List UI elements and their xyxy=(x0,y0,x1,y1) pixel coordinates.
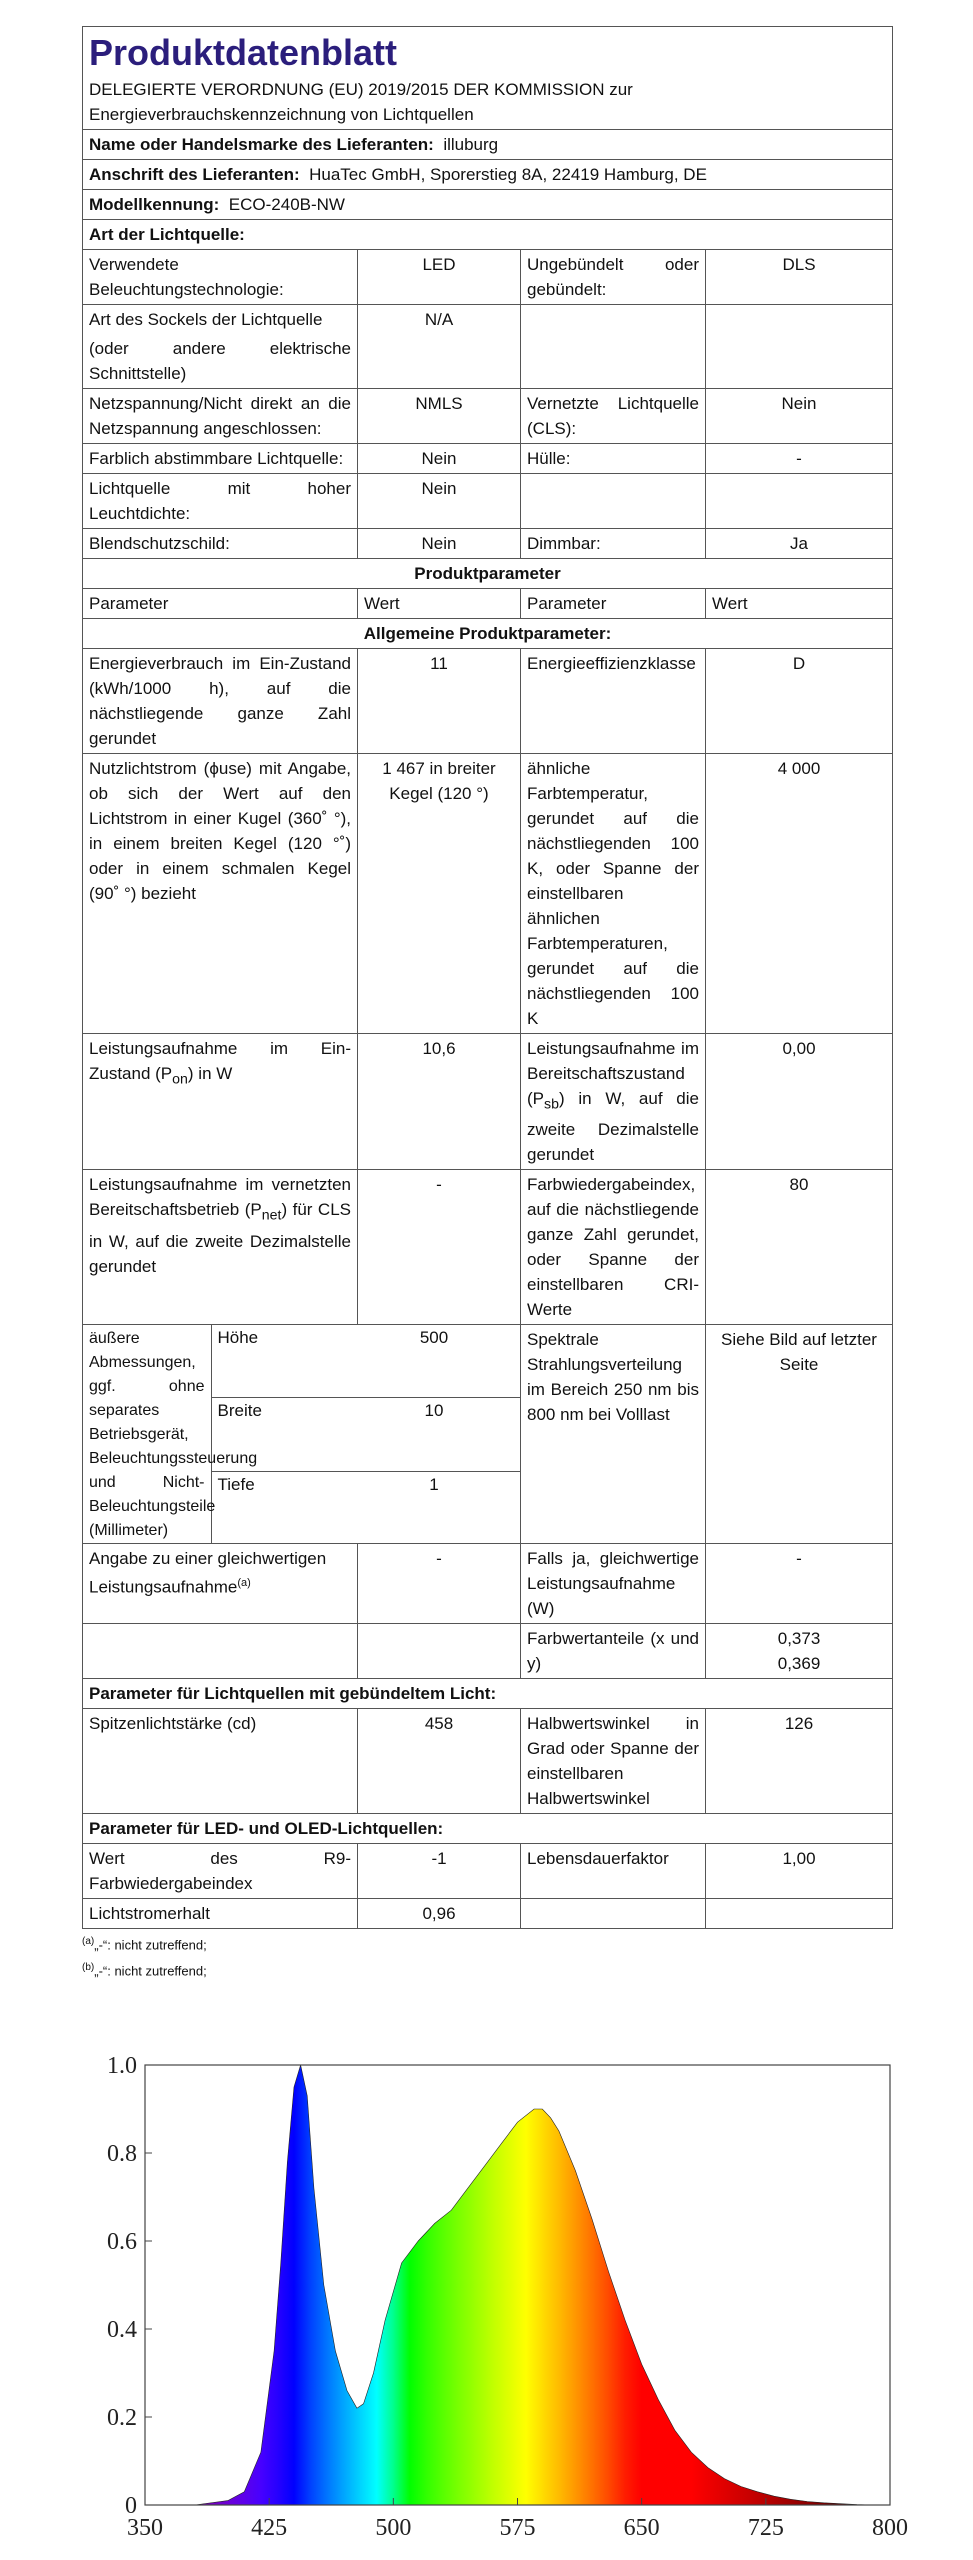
y-tick-label: 0.6 xyxy=(107,2229,137,2255)
param-label: Energieverbrauch im Ein-Zustand (kWh/1000 h), auf die nächstliegende ganze Zahl gerundet xyxy=(83,649,358,754)
standby-label: Leistungsaufnahme im Bereitschaftszustand (P xyxy=(527,1039,699,1108)
type-label: Lichtquelle mit hoher Leuchtdichte: xyxy=(83,474,358,529)
type-label-2: Vernetzte Lichtquelle (CLS): xyxy=(521,389,706,444)
type-value-2: Nein xyxy=(706,389,893,444)
param-label-2 xyxy=(521,1034,706,1170)
dim-name: Breite xyxy=(211,1398,347,1472)
x-tick-label: 800 xyxy=(872,2515,908,2541)
param-label: Nutzlichtstrom (ϕuse) mit Angabe, ob sich der Wert auf den Lichtstrom in einer Kugel (360˚ °), in einem breiten Kegel (120 °˚) oder in einem schmalen Kegel (90˚ °) bezieht xyxy=(83,754,358,1034)
param-label-2: ähnliche Farbtemperatur, gerundet auf die nächstliegenden 100 K, oder Spanne der einstellbaren ähnlichen Farbtemperaturen, gerundet auf die nächstliegenden 100 K xyxy=(521,754,706,1034)
lumen-maintenance-value: 0,96 xyxy=(358,1899,521,1929)
type-value-2: - xyxy=(706,444,893,474)
x-tick-label: 725 xyxy=(747,2515,784,2541)
led-row xyxy=(83,1844,893,1899)
led-heading: Parameter für LED- und OLED-Lichtquellen: xyxy=(83,1814,893,1844)
led-row xyxy=(83,1899,893,1929)
x-tick-label: 575 xyxy=(499,2515,536,2541)
type-row xyxy=(83,305,893,389)
type-label: Verwendete Beleuchtungstechnologie: xyxy=(83,250,358,305)
peak-intensity-value: 458 xyxy=(358,1709,521,1814)
type-value: Nein xyxy=(358,474,521,529)
type-row xyxy=(83,250,893,305)
type-value-2 xyxy=(706,305,893,389)
type-value: N/A xyxy=(358,305,521,389)
networked-standby-subscript: net xyxy=(261,1207,282,1224)
spectral-label: Spektrale Strahlungsverteilung im Bereich 250 nm bis 800 nm bei Volllast xyxy=(521,1325,706,1544)
footnote-text: „-“: nicht zutreffend; xyxy=(94,1963,207,1979)
supplier-value: illuburg xyxy=(443,135,499,154)
dimensions-table xyxy=(83,1325,521,1543)
type-row xyxy=(83,444,893,474)
survival-factor-value: 1,00 xyxy=(706,1844,893,1899)
column-header-row xyxy=(83,589,893,619)
empty-cell xyxy=(83,1624,358,1679)
y-tick-label: 0.8 xyxy=(107,2141,137,2167)
spectral-distribution-chart xyxy=(85,2053,908,2555)
lumen-maintenance-label: Lichtstromerhalt xyxy=(83,1899,358,1929)
equiv-label-2: Falls ja, gleichwertige Leistungsaufnahme (W) xyxy=(521,1544,706,1624)
param-label-2: Farbwiedergabeindex, auf die nächstliegende ganze Zahl gerundet, oder Spanne der einstellbaren CRI-Werte xyxy=(521,1170,706,1325)
type-row xyxy=(83,389,893,444)
param-label xyxy=(83,1170,358,1325)
type-label-2: Hülle: xyxy=(521,444,706,474)
chromaticity-x: 0,373 xyxy=(777,1629,821,1649)
r9-value: -1 xyxy=(358,1844,521,1899)
footnote xyxy=(82,1959,892,1980)
dim-name: Höhe xyxy=(211,1325,347,1397)
param-value-2: 80 xyxy=(706,1170,893,1325)
power-on-label-end: ) in W xyxy=(187,1064,233,1083)
type-row xyxy=(83,529,893,559)
type-label-2: Dimmbar: xyxy=(521,529,706,559)
address-label: Anschrift des Lieferanten: xyxy=(89,165,300,184)
param-value: 1 467 in breiter Kegel (120 °) xyxy=(358,754,521,1034)
networked-standby-label: Leistungsaufnahme im vernetzten Bereitschaftsbetrieb (P xyxy=(89,1175,351,1220)
col-value-header: Wert xyxy=(358,589,521,619)
footnote-mark: (b) xyxy=(82,1961,95,1973)
param-row xyxy=(83,1170,893,1325)
dim-value: 1 xyxy=(429,1474,439,1494)
equiv-label-text: Angabe zu einer gleichwertigen Leistungsaufnahme xyxy=(89,1549,327,1598)
type-row xyxy=(83,474,893,529)
product-data-sheet xyxy=(82,26,892,1980)
supplier-label: Name oder Handelsmarke des Lieferanten: xyxy=(89,135,434,154)
empty-cell xyxy=(521,1899,706,1929)
model-row xyxy=(83,190,893,220)
type-label-2 xyxy=(521,305,706,389)
type-label xyxy=(83,305,358,389)
dim-value: 500 xyxy=(347,1325,521,1397)
supplier-row xyxy=(83,130,893,160)
footnote-mark: (a) xyxy=(82,1936,95,1948)
type-label-2 xyxy=(521,474,706,529)
col-value-header-2: Wert xyxy=(706,589,893,619)
dim-value: 10 xyxy=(347,1398,521,1472)
footnote-text: „-“: nicht zutreffend; xyxy=(94,1937,207,1953)
param-value: - xyxy=(358,1170,521,1325)
data-table xyxy=(82,26,893,1929)
general-params-heading: Allgemeine Produktparameter: xyxy=(83,619,893,649)
networked-standby-label-end: ) für CLS in W, auf die zweite Dezimalstelle gerundet xyxy=(89,1200,351,1276)
model-label: Modellkennung: xyxy=(89,195,220,214)
type-value: Nein xyxy=(358,444,521,474)
param-value-2: D xyxy=(706,649,893,754)
footnote xyxy=(82,1933,892,1954)
col-param-header: Parameter xyxy=(83,589,358,619)
spectral-value: Siehe Bild auf letzter Seite xyxy=(706,1325,893,1544)
empty-cell xyxy=(706,1899,893,1929)
chromaticity-y: 0,369 xyxy=(777,1654,821,1674)
r9-label: Wert des R9-Farbwiedergabeindex xyxy=(83,1844,358,1899)
dimensions-row xyxy=(83,1325,893,1544)
beam-angle-value: 126 xyxy=(706,1709,893,1814)
address-value: HuaTec GmbH, Sporerstieg 8A, 22419 Hamburg, DE xyxy=(309,165,707,184)
param-row xyxy=(83,1034,893,1170)
chromaticity-label: Farbwertanteile (x und y) xyxy=(521,1624,706,1679)
power-on-subscript: on xyxy=(172,1071,188,1088)
x-tick-label: 500 xyxy=(375,2515,412,2541)
param-label-2: Energieeffizienzklasse xyxy=(521,649,706,754)
x-tick-label: 350 xyxy=(127,2515,163,2541)
equiv-value: - xyxy=(358,1544,521,1624)
type-value-2: DLS xyxy=(706,250,893,305)
col-param-header-2: Parameter xyxy=(521,589,706,619)
page-title: Produktdatenblatt xyxy=(89,32,398,73)
y-tick-label: 0 xyxy=(125,2493,137,2519)
param-value: 10,6 xyxy=(358,1034,521,1170)
type-value-2 xyxy=(706,474,893,529)
dimensions-cell xyxy=(83,1325,521,1544)
dim-name: Tiefe xyxy=(217,1474,255,1494)
survival-factor-label: Lebensdauerfaktor xyxy=(521,1844,706,1899)
equiv-row xyxy=(83,1544,893,1624)
socket-label-note: (oder andere elektrische Schnittstelle) xyxy=(89,339,351,383)
model-value: ECO-240B-NW xyxy=(228,195,345,214)
param-value: 11 xyxy=(358,649,521,754)
y-tick-label: 1.0 xyxy=(107,2053,137,2079)
param-value-2: 0,00 xyxy=(706,1034,893,1170)
param-value-2: 4 000 xyxy=(706,754,893,1034)
beam-angle-label: Halbwertswinkel in Grad oder Spanne der einstellbaren Halbwertswinkel xyxy=(521,1709,706,1814)
type-label: Netzspannung/Nicht direkt an die Netzspannung angeschlossen: xyxy=(83,389,358,444)
x-tick-label: 425 xyxy=(251,2515,288,2541)
regulation-text: DELEGIERTE VERORDNUNG (EU) 2019/2015 DER KOMMISSION zur Energieverbrauchskennzeichnung von Lichtquellen xyxy=(89,80,633,124)
chromaticity-row xyxy=(83,1624,893,1679)
y-tick-label: 0.2 xyxy=(107,2405,137,2431)
standby-label-end: ) in W, auf die zweite Dezimalstelle gerundet xyxy=(527,1089,699,1165)
directional-heading: Parameter für Lichtquellen mit gebündeltem Licht: xyxy=(83,1679,893,1709)
param-row xyxy=(83,649,893,754)
type-label: Farblich abstimmbare Lichtquelle: xyxy=(83,444,358,474)
empty-cell xyxy=(358,1624,521,1679)
param-label xyxy=(83,1034,358,1170)
type-value: Nein xyxy=(358,529,521,559)
equiv-footnote-mark: (a) xyxy=(237,1577,251,1590)
power-on-label: Leistungsaufnahme im Ein-Zustand (P xyxy=(89,1039,351,1083)
directional-row xyxy=(83,1709,893,1814)
header-cell xyxy=(83,27,893,130)
dimensions-label: äußere Abmessungen, ggf. ohne separates Betriebsgerät, Beleuchtungssteuerung und Nicht-Beleuchtungsteile (Millimeter) xyxy=(83,1325,211,1543)
type-heading: Art der Lichtquelle: xyxy=(83,220,893,250)
param-row xyxy=(83,754,893,1034)
type-label-2: Ungebündelt oder gebündelt: xyxy=(521,250,706,305)
type-value-2: Ja xyxy=(706,529,893,559)
equiv-value-2: - xyxy=(706,1544,893,1624)
equiv-label xyxy=(83,1544,358,1624)
type-value: NMLS xyxy=(358,389,521,444)
peak-intensity-label: Spitzenlichtstärke (cd) xyxy=(83,1709,358,1814)
x-tick-label: 650 xyxy=(623,2515,660,2541)
type-label: Blendschutzschild: xyxy=(83,529,358,559)
product-params-heading: Produktparameter xyxy=(83,559,893,589)
y-tick-label: 0.4 xyxy=(107,2317,137,2343)
chromaticity-value xyxy=(706,1624,893,1679)
standby-subscript: sb xyxy=(544,1096,559,1113)
socket-label: Art des Sockels der Lichtquelle xyxy=(89,310,323,329)
address-row xyxy=(83,160,893,190)
type-value: LED xyxy=(358,250,521,305)
